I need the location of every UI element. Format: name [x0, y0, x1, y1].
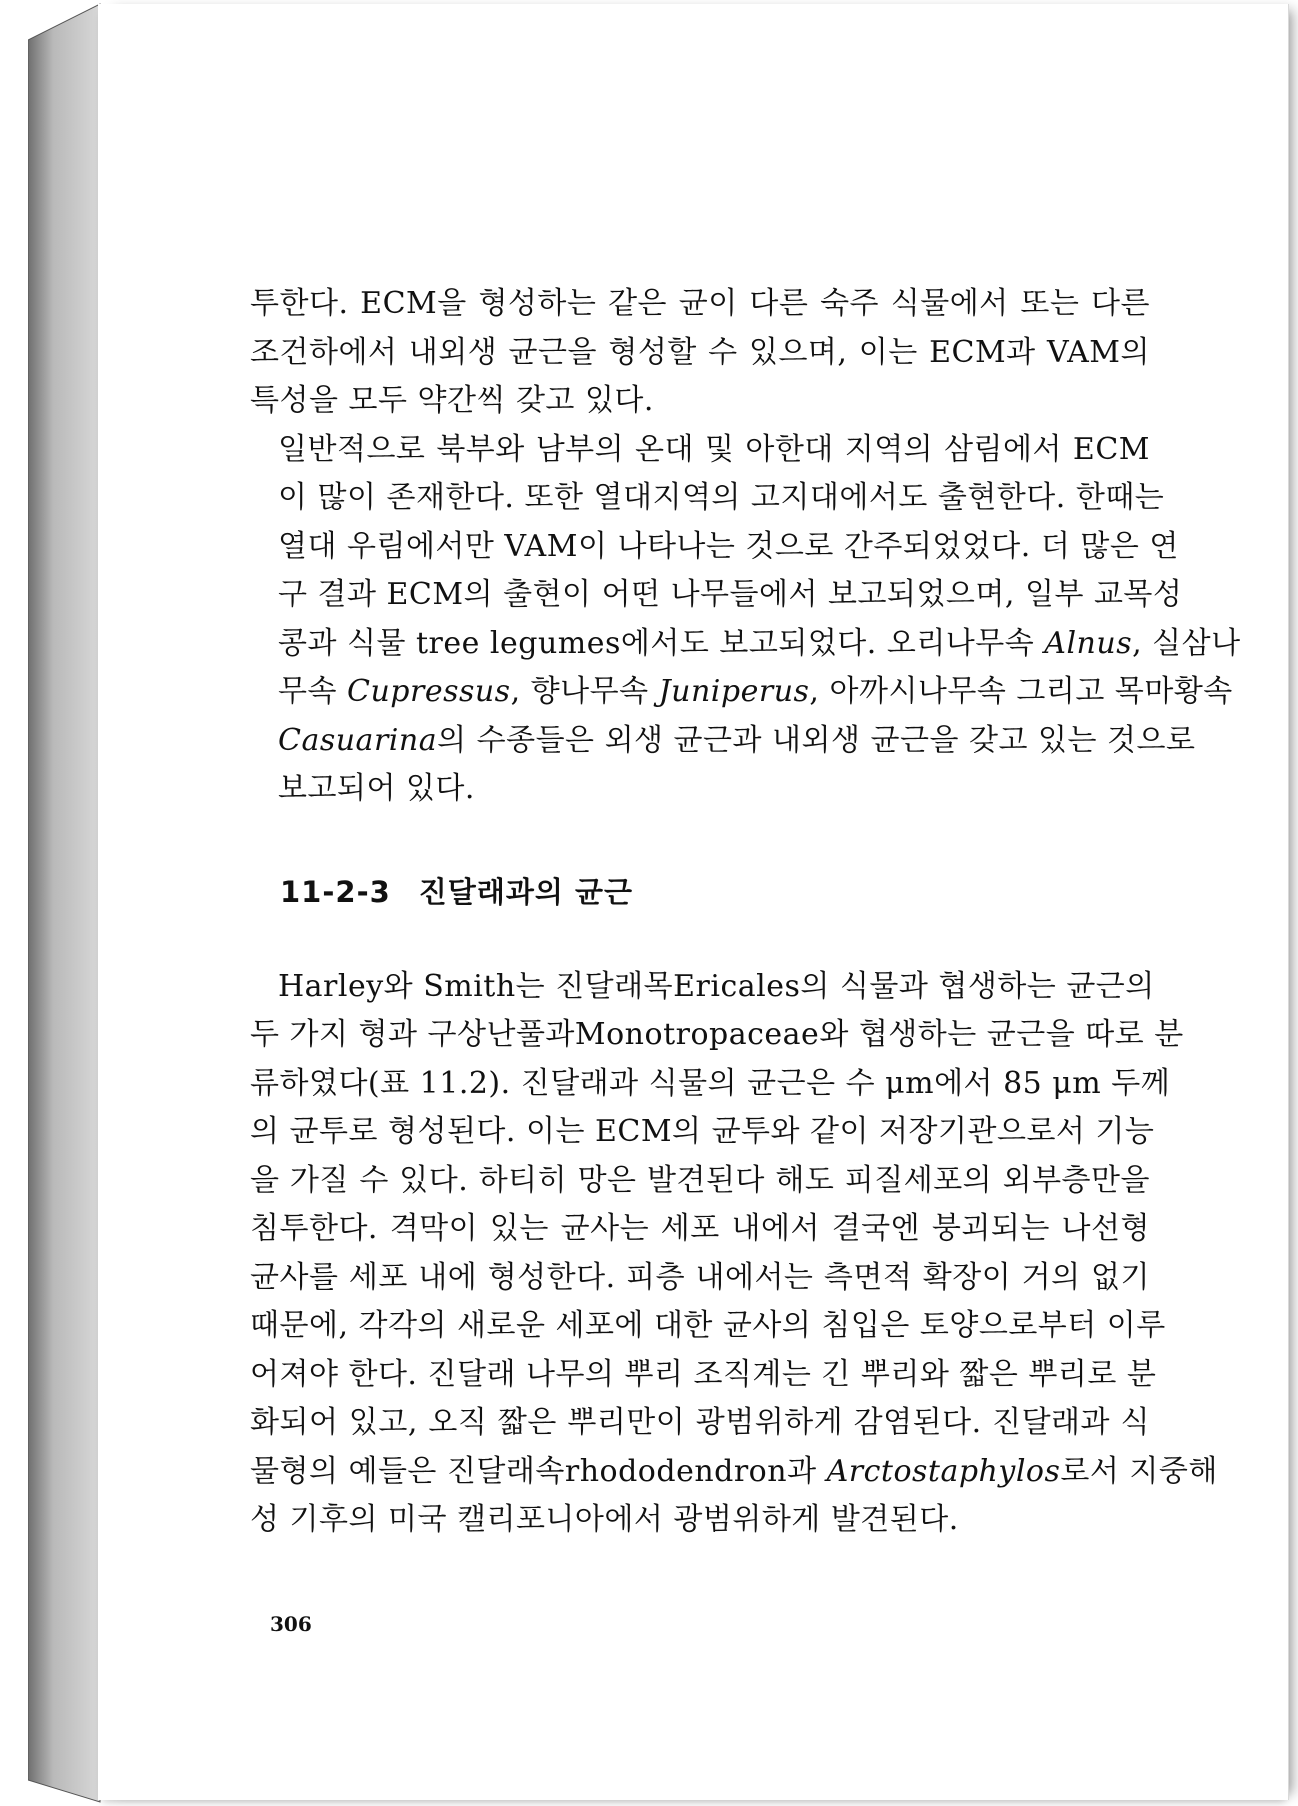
- text-run: 물형의 예들은 진달래속rhododendron과: [250, 1453, 827, 1489]
- text-run: , 실삼나: [1132, 625, 1241, 661]
- section-title: 진달래과의 균근: [418, 874, 633, 909]
- text-line: 을 가질 수 있다. 하티히 망은 발견된다 해도 피질세포의 외부층만을: [250, 1162, 1150, 1198]
- text-line: [250, 1448, 1218, 1497]
- text-line: [250, 668, 1233, 717]
- paragraph-2: [250, 426, 1241, 814]
- text-line: 보고되어 있다.: [278, 771, 475, 806]
- text-line: 투한다. ECM을 형성하는 같은 균이 다른 숙주 식물에서 또는 다른: [250, 286, 1150, 321]
- text-line: 구 결과 ECM의 출현이 어떤 나무들에서 보고되었으며, 일부 교목성: [278, 577, 1183, 612]
- text-line: 침투한다. 격막이 있는 균사는 세포 내에서 결국엔 붕괴되는 나선형: [250, 1211, 1150, 1246]
- text-line: 두 가지 형과 구상난풀과Monotropaceae와 협생하는 균근을 따로 분: [250, 1017, 1184, 1052]
- section-heading: [250, 870, 1150, 911]
- paragraph-1: [250, 280, 1150, 426]
- taxon-name: Cupressus: [347, 674, 511, 709]
- text-line: 때문에, 각각의 새로운 세포에 대한 균사의 침입은 토양으로부터 이루: [250, 1308, 1166, 1343]
- text-run: 무속: [278, 674, 347, 709]
- taxon-name: Casuarina: [278, 722, 438, 758]
- text-line: 균사를 세포 내에 형성한다. 피층 내에서는 측면적 확장이 거의 없기: [250, 1259, 1150, 1295]
- page-body: [250, 280, 1241, 1545]
- text-line: 열대 우림에서만 VAM이 나타나는 것으로 간주되었었다. 더 많은 연: [278, 528, 1179, 564]
- text-line: 조건하에서 내외생 균근을 형성할 수 있으며, 이는 ECM과 VAM의: [250, 334, 1150, 370]
- taxon-name: Arctostaphylos: [826, 1453, 1061, 1489]
- text-line: [250, 620, 1241, 669]
- text-line: [250, 717, 1196, 766]
- text-run: 로서 지중해: [1060, 1453, 1218, 1489]
- text-line: 화되어 있고, 오직 짧은 뿌리만이 광범위하게 감염된다. 진달래과 식: [250, 1405, 1150, 1440]
- page-number: 306: [270, 1612, 312, 1636]
- text-line: 이 많이 존재한다. 또한 열대지역의 고지대에서도 출현한다. 한때는: [278, 480, 1165, 515]
- text-line: 류하였다(표 11.2). 진달래과 식물의 균근은 수 μm에서 85 μm 두께: [250, 1065, 1171, 1101]
- text-line: Harley와 Smith는 진달래목Ericales의 식물과 협생하는 균근의: [278, 968, 1155, 1004]
- book-spine: [28, 0, 106, 1806]
- text-line: 어져야 한다. 진달래 나무의 뿌리 조직계는 긴 뿌리와 짧은 뿌리로 분: [250, 1356, 1157, 1392]
- paragraph-3: [250, 963, 1218, 1545]
- text-run: 의 수종들은 외생 균근과 내외생 균근을 갖고 있는 것으로: [437, 722, 1196, 758]
- text-line: 성 기후의 미국 캘리포니아에서 광범위하게 발견된다.: [250, 1502, 959, 1537]
- text-line: 의 균투로 형성된다. 이는 ECM의 균투와 같이 저장기관으로서 기능: [250, 1114, 1155, 1149]
- text-run: 콩과 식물 tree legumes에서도 보고되었다. 오리나무속: [278, 625, 1045, 661]
- section-number: 11-2-3: [280, 874, 391, 909]
- text-run: , 아까시나무속 그리고 목마황속: [809, 674, 1233, 709]
- taxon-name: Juniperus: [658, 674, 810, 709]
- text-line: 일반적으로 북부와 남부의 온대 및 아한대 지역의 삼림에서 ECM: [278, 431, 1150, 467]
- text-run: , 향나무속: [510, 674, 659, 709]
- taxon-name: Alnus: [1044, 625, 1133, 661]
- text-line: 특성을 모두 약간씩 갖고 있다.: [250, 383, 654, 418]
